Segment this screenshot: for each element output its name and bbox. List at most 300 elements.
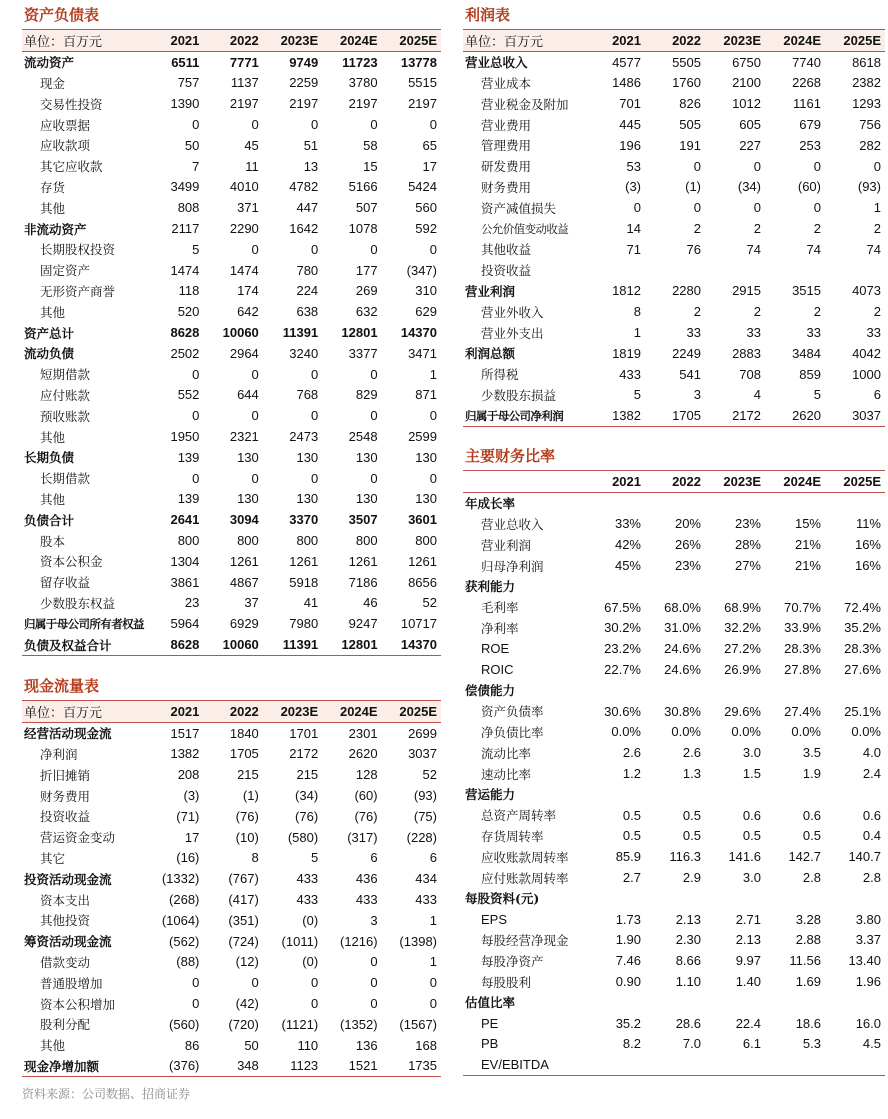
balance-sheet-title: 资产负债表 — [24, 6, 100, 24]
cell-value: 436 — [355, 871, 378, 887]
row-label: 预收账款 — [40, 408, 91, 424]
cell-value: 0 — [192, 366, 200, 382]
table-row — [22, 785, 441, 806]
cell-value — [765, 492, 825, 513]
cell-value: 1161 — [793, 96, 821, 112]
table-row — [463, 177, 885, 198]
cell-value: 1261 — [229, 553, 259, 569]
cell-value: 116.3 — [669, 849, 701, 865]
cell-value — [585, 784, 645, 805]
cell-value: 5424 — [408, 179, 437, 195]
cell-value: 3037 — [852, 408, 881, 424]
cell-value: 3515 — [792, 283, 821, 299]
cell-value: 756 — [859, 117, 881, 133]
cell-value: 3094 — [229, 512, 259, 528]
table-row — [463, 239, 885, 260]
year-header: 2025E — [843, 32, 881, 48]
cell-value: (580) — [287, 829, 319, 845]
cell-value: 4 — [753, 387, 761, 403]
cell-value: 757 — [177, 75, 200, 91]
cell-value: 2.8 — [862, 870, 881, 886]
cell-value: 4.5 — [862, 1036, 881, 1052]
cell-value: 445 — [619, 117, 641, 133]
cell-value: 0 — [370, 117, 378, 133]
cell-value: (1121) — [281, 1016, 319, 1032]
cell-value: 0.0% — [731, 724, 761, 740]
cell-value: (0) — [302, 912, 319, 928]
cell-value: 1.40 — [735, 974, 761, 990]
cell-value: (1398) — [399, 933, 437, 949]
table-row — [22, 1014, 441, 1035]
cell-value: 3601 — [408, 512, 437, 528]
cashflow-panel — [22, 677, 441, 1077]
table-row — [22, 156, 441, 177]
cell-value: 86 — [184, 1037, 200, 1053]
year-header: 2023E — [723, 32, 761, 48]
cell-value: 679 — [799, 117, 821, 133]
cell-value: 46 — [363, 595, 378, 611]
cell-value: 0.5 — [742, 828, 761, 844]
cell-value — [585, 492, 645, 513]
cell-value: (75) — [413, 808, 437, 824]
table-row — [463, 514, 885, 535]
row-label: 年成长率 — [465, 496, 516, 512]
table-row — [22, 239, 441, 260]
row-label: 负债合计 — [24, 512, 75, 528]
cell-value: 11 — [245, 158, 259, 174]
cell-value: (317) — [347, 829, 378, 845]
cell-value: 2249 — [672, 345, 701, 361]
table-row — [22, 405, 441, 426]
cell-value: 1812 — [612, 283, 641, 299]
row-label: EPS — [481, 911, 508, 927]
cell-value: 2321 — [229, 429, 259, 445]
table-row — [463, 135, 885, 156]
cell-value — [585, 680, 645, 701]
table-row — [463, 197, 885, 218]
row-label: 资产总计 — [24, 325, 75, 341]
row-label: 应付账款 — [40, 387, 91, 403]
table-row — [22, 114, 441, 135]
cashflow-table — [22, 700, 441, 1077]
cell-value — [765, 888, 825, 909]
table-row — [463, 680, 885, 701]
unit-header: 单位：百万元 — [24, 705, 103, 721]
cell-value: 2 — [813, 304, 821, 320]
row-label: 其他 — [40, 429, 66, 445]
cell-value: 0.5 — [802, 828, 821, 844]
cell-value: 0.6 — [802, 807, 821, 823]
table-row — [22, 827, 441, 848]
row-label: 流动比率 — [481, 745, 532, 761]
cell-value: 0 — [251, 241, 259, 257]
cell-value: 1382 — [612, 408, 641, 424]
cell-value: 29.6% — [724, 703, 761, 719]
cell-value: 11391 — [282, 325, 319, 341]
cell-value: (16) — [176, 850, 200, 866]
cell-value: 227 — [739, 137, 761, 153]
cell-value: 800 — [296, 533, 319, 549]
cell-value: 0 — [429, 117, 437, 133]
ratios-panel — [463, 447, 885, 1076]
cell-value: 3484 — [792, 345, 821, 361]
row-label: 所得税 — [481, 367, 519, 383]
cell-value — [825, 784, 885, 805]
cell-value — [825, 492, 885, 513]
row-label: 归属于母公司净利润 — [465, 408, 564, 423]
cell-value: 174 — [237, 283, 259, 299]
cell-value: (12) — [235, 954, 259, 970]
cell-value: 1840 — [229, 725, 259, 741]
cell-value: 53 — [626, 158, 641, 174]
row-label: 其它 — [40, 850, 66, 866]
table-row — [463, 992, 885, 1013]
cell-value: 11391 — [282, 637, 319, 652]
cell-value: 1.73 — [615, 911, 641, 927]
cell-value: 1 — [429, 912, 437, 928]
cell-value: 21% — [794, 537, 821, 553]
cell-value: (560) — [169, 1016, 200, 1032]
cell-value — [645, 1054, 705, 1075]
cell-value: 2620 — [348, 746, 378, 762]
cell-value: 3370 — [289, 512, 319, 528]
table-row — [463, 1054, 885, 1075]
row-label: 资产负债率 — [481, 704, 544, 720]
cell-value: 27.8% — [784, 662, 821, 678]
cell-value: 128 — [355, 767, 378, 783]
cell-value: (3) — [625, 179, 641, 195]
table-row — [22, 952, 441, 973]
row-label: 流动负债 — [24, 346, 75, 362]
year-header: 2022 — [229, 32, 259, 48]
cell-value — [765, 260, 825, 281]
cell-value: 2268 — [792, 75, 821, 91]
cell-value: 2473 — [289, 429, 319, 445]
cell-value: 433 — [355, 892, 378, 908]
cell-value: 5505 — [672, 54, 701, 70]
row-label: 净利润 — [40, 746, 78, 762]
cell-value: 3499 — [170, 179, 200, 195]
cell-value: 0 — [429, 975, 437, 991]
cell-value: 13.40 — [848, 953, 881, 969]
cell-value: 2.13 — [735, 932, 761, 948]
cell-value: 1.96 — [855, 974, 881, 990]
cell-value: (1332) — [161, 871, 200, 887]
cell-value: 2 — [813, 221, 821, 237]
row-label: 营运资金变动 — [40, 830, 116, 846]
cell-value: (562) — [169, 933, 200, 949]
cell-value — [765, 576, 825, 597]
cell-value: 9.97 — [735, 953, 761, 969]
table-row — [463, 638, 885, 659]
cell-value: 51 — [303, 137, 319, 153]
cell-value: 0 — [310, 117, 319, 133]
cell-value — [705, 992, 765, 1013]
cell-value: 644 — [237, 387, 259, 403]
row-label: 营业利润 — [481, 537, 532, 553]
cell-value: 1521 — [348, 1058, 378, 1074]
cell-value: 11% — [855, 516, 881, 532]
cell-value: 8618 — [852, 54, 881, 70]
row-label: 每股股利 — [481, 974, 532, 990]
cell-value: 215 — [296, 767, 319, 783]
table-row — [463, 218, 885, 239]
cell-value: 2 — [753, 304, 761, 320]
cell-value: (1567) — [399, 1016, 437, 1032]
cell-value: 2.8 — [802, 870, 821, 886]
row-label: 研发费用 — [481, 159, 532, 175]
cell-value: 1382 — [170, 746, 200, 762]
cell-value: 605 — [739, 117, 761, 133]
cell-value: 27.6% — [844, 662, 881, 678]
cell-value: 71 — [626, 241, 641, 257]
table-row — [22, 593, 441, 614]
cell-value: 1 — [873, 200, 881, 216]
row-label: 留存收益 — [40, 575, 91, 591]
cell-value: 0 — [370, 366, 378, 382]
cell-value — [705, 492, 765, 513]
cell-value: 6511 — [171, 54, 200, 70]
row-label: 营业成本 — [481, 75, 532, 91]
row-label: 净负债比率 — [481, 724, 544, 740]
row-label: PB — [481, 1036, 499, 1052]
table-row — [463, 597, 885, 618]
cell-value: 35.2 — [615, 1015, 641, 1031]
row-label: 其他 — [40, 491, 66, 507]
cell-value: 505 — [679, 117, 701, 133]
cell-value: 2172 — [732, 408, 761, 424]
cell-value: 68.9% — [724, 599, 761, 615]
cell-value: 632 — [355, 304, 378, 320]
cell-value: 541 — [679, 366, 701, 382]
cell-value: 12801 — [341, 325, 378, 341]
cell-value: 168 — [415, 1037, 437, 1053]
cell-value: 8656 — [408, 574, 437, 590]
cell-value: 4782 — [289, 179, 319, 195]
cell-value: (10) — [235, 829, 259, 845]
cell-value — [825, 888, 885, 909]
cell-value: 0 — [753, 200, 761, 216]
row-label: 总资产周转率 — [481, 808, 557, 824]
cell-value: 0.0% — [611, 724, 641, 740]
cell-value: 33% — [614, 516, 641, 532]
cell-value: 5 — [813, 387, 821, 403]
cell-value: 3507 — [348, 512, 378, 528]
table-row — [463, 909, 885, 930]
cell-value: 282 — [859, 137, 881, 153]
row-label: 归母净利润 — [481, 558, 544, 574]
row-label: 负债及权益合计 — [24, 637, 112, 653]
row-label: 营业外收入 — [481, 304, 544, 320]
cell-value: 433 — [619, 366, 641, 382]
cell-value: 208 — [177, 767, 200, 783]
cell-value: 8.66 — [675, 953, 701, 969]
cell-value: 800 — [415, 533, 437, 549]
cell-value: 118 — [178, 283, 200, 299]
table-row — [463, 301, 885, 322]
row-label: 长期负债 — [24, 450, 75, 466]
cell-value: 5 — [633, 387, 641, 403]
cell-value — [645, 888, 705, 909]
cell-value: 768 — [296, 387, 319, 403]
cell-value: 13 — [303, 158, 319, 174]
table-row — [463, 1013, 885, 1034]
row-label: 其他 — [40, 304, 66, 320]
cell-value: 1705 — [229, 746, 259, 762]
cell-value: 141.6 — [728, 849, 761, 865]
row-label: 资产减值损失 — [481, 200, 557, 216]
table-row — [463, 322, 885, 343]
cell-value: 1474 — [170, 262, 200, 278]
table-row — [22, 281, 441, 302]
cell-value: 23 — [184, 595, 200, 611]
cell-value: (376) — [169, 1058, 200, 1074]
cell-value: 3377 — [348, 345, 378, 361]
cell-value: 3861 — [170, 574, 200, 590]
cell-value: 2280 — [672, 283, 701, 299]
cell-value: 6.1 — [742, 1036, 761, 1052]
cell-value: 1 — [429, 954, 437, 970]
cell-value: 67.5% — [604, 599, 641, 615]
cell-value — [585, 260, 645, 281]
table-row — [22, 764, 441, 785]
row-label: 非流动资产 — [24, 221, 87, 237]
cell-value: 10717 — [400, 616, 437, 632]
cell-value: 701 — [619, 96, 641, 112]
cell-value: 74 — [806, 241, 821, 257]
cell-value — [585, 576, 645, 597]
row-label: 其他投资 — [40, 913, 91, 929]
income-statement-title: 利润表 — [465, 6, 511, 24]
cell-value: 3.37 — [855, 932, 881, 948]
ratios-table — [463, 470, 885, 1076]
cell-value: (34) — [295, 788, 319, 804]
row-label: 折旧摊销 — [40, 767, 91, 783]
cell-value: 1261 — [408, 553, 437, 569]
table-row — [463, 930, 885, 951]
cell-value: 1078 — [348, 221, 378, 237]
cell-value: 5964 — [170, 616, 200, 632]
year-header: 2025E — [399, 703, 437, 719]
table-row — [463, 784, 885, 805]
cell-value: 371 — [237, 200, 259, 216]
cell-value: (1064) — [161, 912, 200, 928]
cell-value: 1 — [633, 325, 641, 341]
cell-value: 0 — [370, 470, 378, 486]
cell-value: 2.13 — [675, 911, 701, 927]
table-row — [22, 343, 441, 364]
cell-value: 0 — [813, 158, 821, 174]
cell-value: (347) — [406, 262, 437, 278]
year-header: 2024E — [339, 703, 378, 719]
cell-value: 1819 — [612, 345, 641, 361]
cell-value: 2.6 — [622, 745, 641, 761]
cell-value: 0 — [429, 241, 437, 257]
cell-value: (417) — [228, 892, 259, 908]
cell-value: 4867 — [229, 574, 259, 590]
cell-value — [645, 992, 705, 1013]
row-label: 估值比率 — [465, 995, 516, 1011]
cell-value: 18.6 — [795, 1015, 821, 1031]
cell-value: 348 — [237, 1058, 259, 1074]
cell-value: 2 — [693, 304, 701, 320]
cell-value: 6929 — [229, 616, 259, 632]
cell-value: 3.28 — [795, 911, 821, 927]
cell-value — [765, 992, 825, 1013]
cell-value: 0 — [370, 241, 378, 257]
year-header: 2022 — [229, 703, 259, 719]
cell-value: 31.0% — [664, 620, 701, 636]
cell-value: 0 — [251, 117, 259, 133]
table-row — [463, 93, 885, 114]
row-label: 营运能力 — [465, 787, 516, 803]
row-label: 其他 — [40, 200, 66, 216]
table-row — [22, 260, 441, 281]
table-row — [22, 177, 441, 198]
row-label: PE — [481, 1015, 499, 1031]
year-header: 2024E — [783, 32, 821, 48]
year-header: 2023E — [280, 703, 319, 719]
cell-value: 14370 — [400, 637, 437, 652]
cell-value: 1701 — [289, 725, 319, 741]
cell-value: 110 — [297, 1037, 319, 1053]
cell-value: 2 — [753, 221, 761, 237]
row-label: 筹资活动现金流 — [24, 934, 112, 950]
cell-value: 2259 — [289, 75, 319, 91]
cashflow-title: 现金流量表 — [24, 677, 100, 695]
cell-value: 17 — [184, 829, 200, 845]
cell-value: 0.0% — [671, 724, 701, 740]
cell-value: 2197 — [289, 96, 319, 112]
cell-value: 24.6% — [664, 662, 701, 678]
cell-value: 560 — [415, 200, 437, 216]
cell-value: 3.0 — [742, 745, 761, 761]
cell-value: 2620 — [792, 408, 821, 424]
cell-value: 3780 — [348, 75, 378, 91]
cell-value: 1.2 — [622, 766, 641, 782]
table-row — [463, 576, 885, 597]
table-row — [463, 763, 885, 784]
table-row — [463, 867, 885, 888]
cell-value: 2197 — [229, 96, 259, 112]
table-row — [22, 868, 441, 889]
cell-value: 800 — [237, 533, 259, 549]
balance-sheet-table — [22, 29, 441, 656]
cell-value — [645, 576, 705, 597]
cell-value: 142.7 — [788, 849, 821, 865]
row-label: 投资活动现金流 — [24, 871, 112, 887]
cell-value: 28% — [734, 537, 761, 553]
cell-value: 50 — [244, 1037, 259, 1053]
cell-value: 74 — [746, 241, 761, 257]
cell-value — [645, 680, 705, 701]
table-row — [463, 722, 885, 743]
cell-value: 13778 — [400, 54, 437, 70]
cell-value: 6 — [370, 850, 378, 866]
table-row — [22, 426, 441, 447]
table-row — [22, 135, 441, 156]
cell-value: 0 — [370, 954, 378, 970]
row-label: 现金净增加额 — [24, 1058, 100, 1074]
cell-value: 32.2% — [724, 620, 761, 636]
cell-value: 829 — [355, 387, 378, 403]
income-statement-panel — [463, 6, 885, 427]
cell-value: 70.7% — [784, 599, 821, 615]
cell-value — [705, 576, 765, 597]
cell-value: 5918 — [289, 574, 319, 590]
cell-value: 0 — [693, 200, 701, 216]
table-row — [22, 572, 441, 593]
